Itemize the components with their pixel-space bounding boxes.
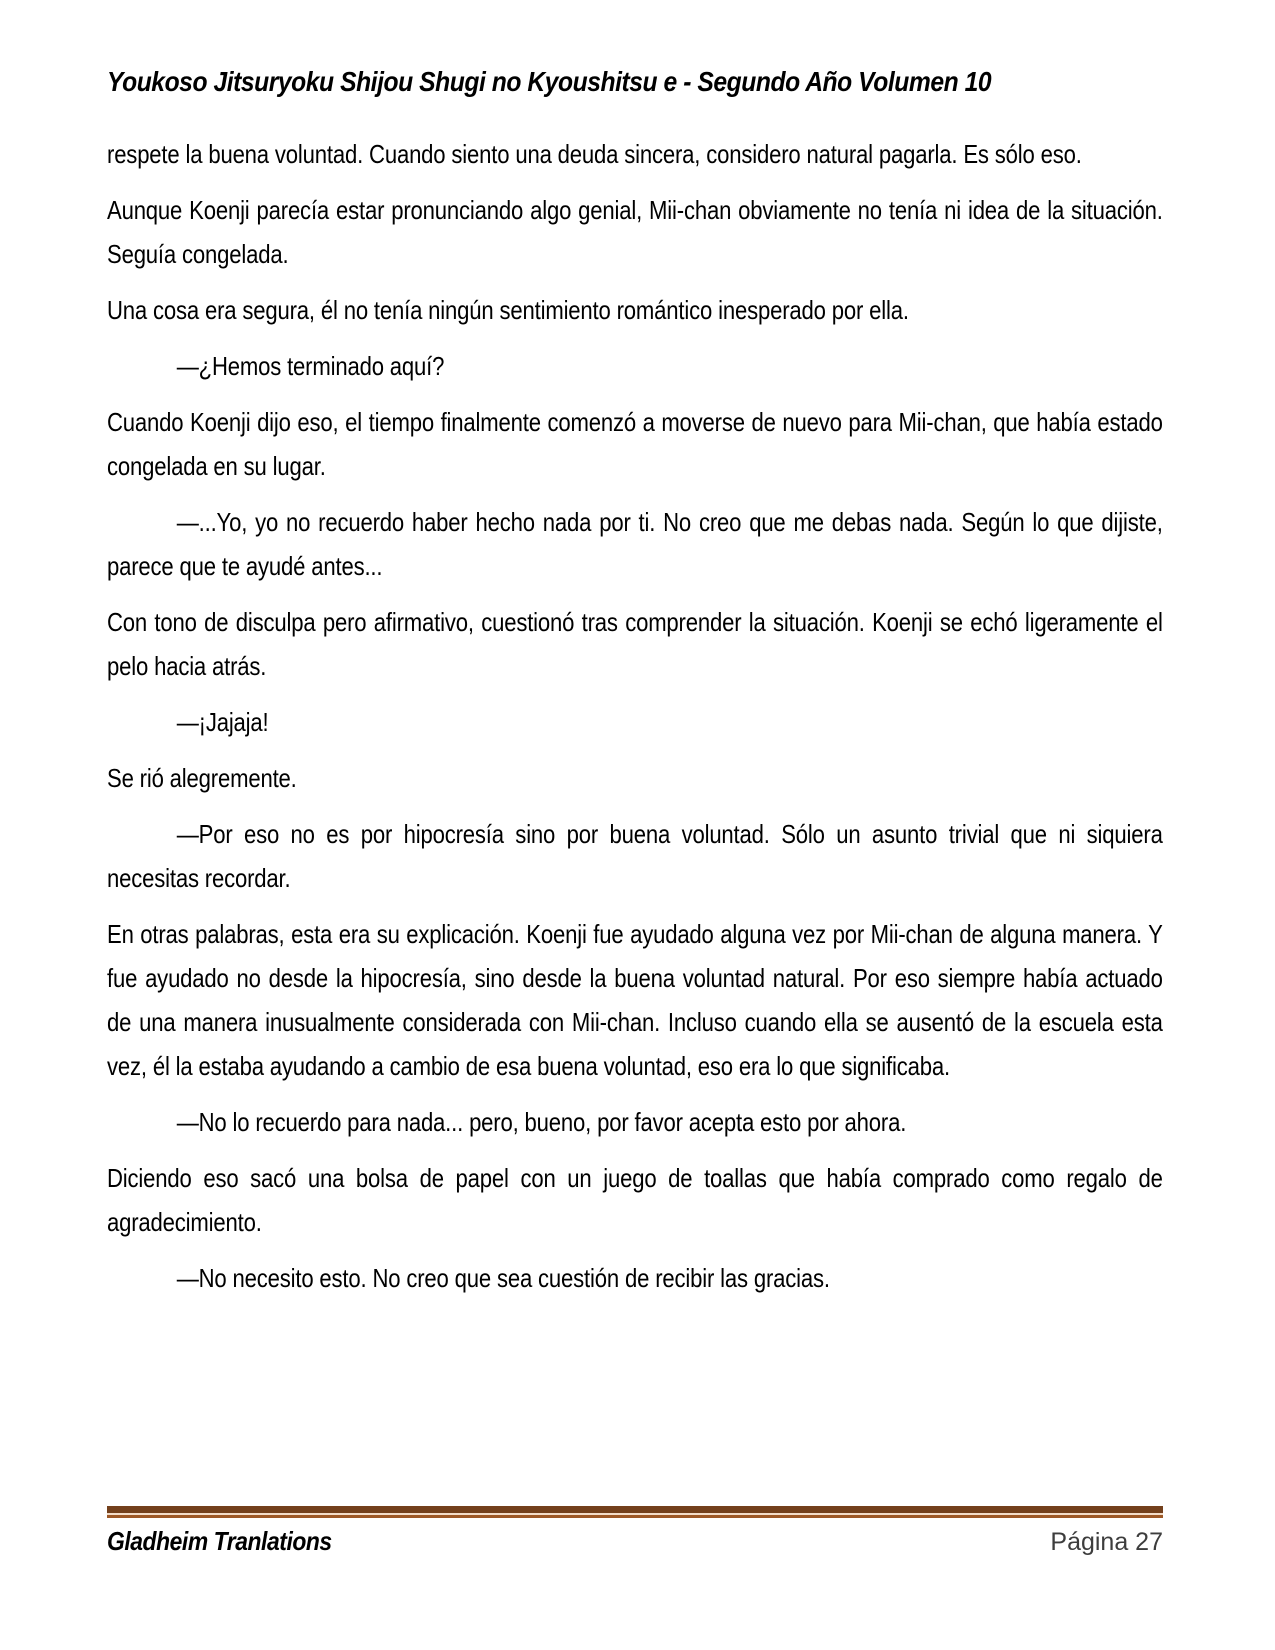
header-title: Youkoso Jitsuryoku Shijou Shugi no Kyoushitsu e - Segundo Año Volumen 10: [107, 66, 992, 97]
footer-divider-rule: [107, 1506, 1163, 1518]
page-footer: [107, 1506, 1163, 1557]
narrative-paragraph: Con tono de disculpa pero afirmativo, cuestionó tras comprender la situación. Koenji se echó ligeramente el pelo hacia atrás.: [107, 607, 1163, 681]
footer-row: [107, 1526, 1163, 1557]
narrative-paragraph: Diciendo eso sacó una bolsa de papel con un juego de toallas que había comprado como regalo de agradecimiento.: [107, 1163, 1163, 1237]
narrative-paragraph: Se rió alegremente.: [107, 763, 297, 793]
footer-brand: Gladheim Tranlations: [107, 1526, 332, 1556]
dialogue-paragraph: —No necesito esto. No creo que sea cuestión de recibir las gracias.: [176, 1263, 830, 1293]
dialogue-paragraph: —¡Jajaja!: [176, 707, 269, 737]
dialogue-paragraph: —¿Hemos terminado aquí?: [176, 351, 445, 381]
narrative-paragraph: Una cosa era segura, él no tenía ningún sentimiento romántico inesperado por ella.: [107, 295, 909, 325]
dialogue-paragraph: —Por eso no es por hipocresía sino por buena voluntad. Sólo un asunto trivial que ni siquiera necesitas recordar.: [107, 819, 1163, 893]
footer-page-number: Página 27: [1050, 1528, 1163, 1556]
dialogue-paragraph: —...Yo, yo no recuerdo haber hecho nada por ti. No creo que me debas nada. Según lo que dijiste, parece que te ayudé antes...: [107, 507, 1163, 581]
dialogue-paragraph: —No lo recuerdo para nada... pero, bueno, por favor acepta esto por ahora.: [176, 1107, 907, 1137]
narrative-paragraph: Aunque Koenji parecía estar pronunciando algo genial, Mii-chan obviamente no tenía ni idea de la situación. Seguía congelada.: [107, 195, 1163, 269]
page-body-text: [107, 132, 1163, 1312]
footer-rule-thick-bar: [107, 1506, 1163, 1513]
narrative-paragraph: Cuando Koenji dijo eso, el tiempo finalmente comenzó a moverse de nuevo para Mii-chan, que había estado congelada en su lugar.: [107, 407, 1163, 481]
narrative-paragraph: En otras palabras, esta era su explicación. Koenji fue ayudado alguna vez por Mii-chan de alguna manera. Y fue ayudado no desde la hipocresía, sino desde la buena voluntad natural. Por eso siempre había actuado de una manera inusualmente considerada con Mii-chan. Incluso cuando ella se ausentó de la escuela esta vez, él la estaba ayudando a cambio de esa buena voluntad, eso era lo que significaba.: [107, 919, 1163, 1081]
narrative-paragraph: respete la buena voluntad. Cuando siento una deuda sincera, considero natural pagarla. Es sólo eso.: [107, 139, 1082, 169]
page-header: [107, 66, 1207, 98]
footer-rule-thin-bar: [107, 1515, 1163, 1518]
